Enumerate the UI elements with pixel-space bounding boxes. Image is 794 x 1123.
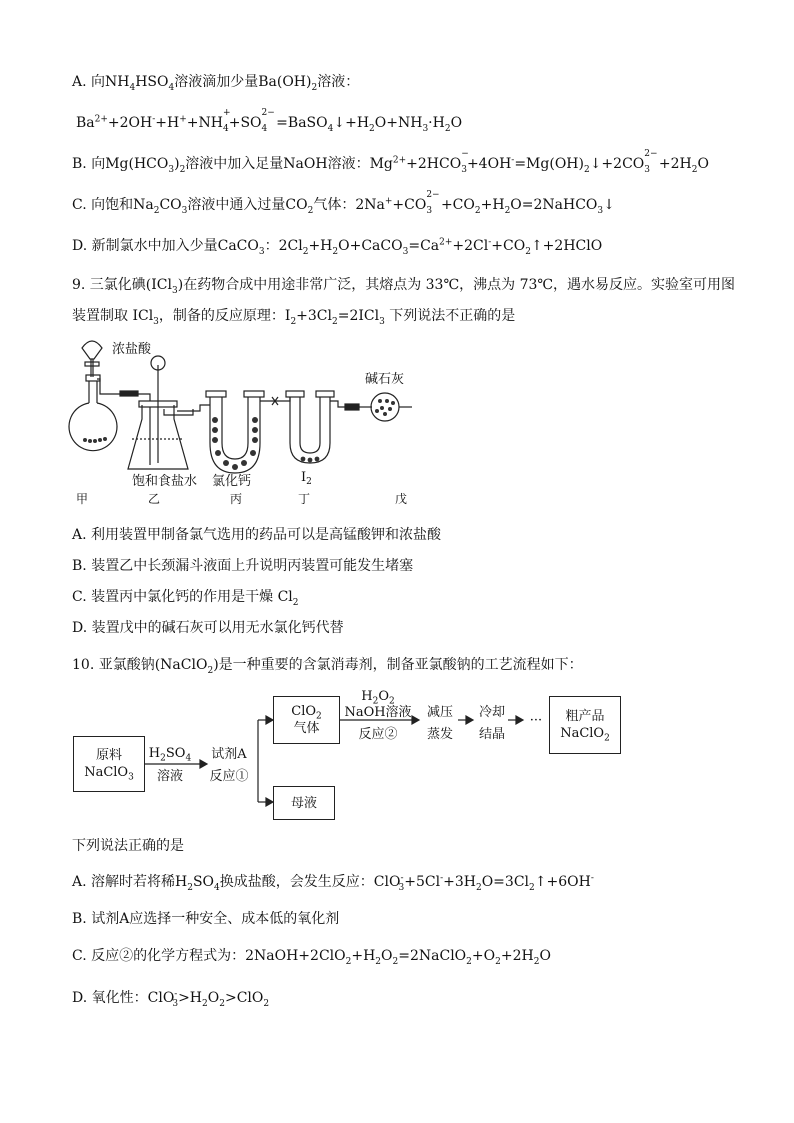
- q10-option-b: B. 试剂A应选择一种安全、成本低的氧化剂: [72, 911, 340, 927]
- q10-option-a: A. 溶解时若将稀$H_2SO_4$换成盐酸，会发生反应：$ClO^-_3+5Cl^-+3H_2O=3Cl_2↑+6OH^-$: [72, 873, 594, 893]
- q8-option-d: D. 新制氯水中加入少量CaCO$_3$：$2Cl_2+H_2O+CaCO_3=Ca^{2+}+2Cl^-+CO_2↑+2HClO$: [72, 237, 603, 257]
- q9-option-a: A. 利用装置甲制备氯气选用的药品可以是高锰酸钾和浓盐酸: [72, 527, 442, 543]
- q9-option-d: D. 装置戊中的碱石灰可以用无水氯化钙代替: [72, 620, 344, 636]
- crude-formula: NaClO$_2$: [560, 726, 610, 744]
- label-jia: 甲: [76, 492, 89, 506]
- reaction2-label: 反应②: [358, 727, 398, 742]
- label-cacl2: 氯化钙: [212, 474, 252, 489]
- q10-option-c: C. 反应②的化学方程式为：$2NaOH+2ClO_2+H_2O_2=2NaClO_2+O_2+2H_2O$: [72, 948, 551, 967]
- q10-prompt: 下列说法正确的是: [72, 838, 184, 854]
- label-wu: 戊: [395, 492, 408, 506]
- evaporate-label: 蒸发: [426, 727, 453, 742]
- box-raw-material: [73, 736, 145, 792]
- label-soda-lime: 碱石灰: [365, 372, 405, 387]
- q10-stem: 10. 亚氯酸钠(NaClO$_2$)是一种重要的含氯消毒剂，制备亚氯酸钠的工艺流程如下：: [72, 657, 583, 676]
- solution-label: 溶液: [156, 769, 183, 784]
- label-conc-hcl: 浓盐酸: [112, 342, 152, 357]
- label-yi: 乙: [148, 492, 161, 506]
- label-iodine: $I_2$: [301, 470, 312, 487]
- q9-stem-line2: 装置制取 ICl$_3$，制备的反应原理：$I_2+3Cl_2=2ICl_3$ 下列说法不正确的是: [72, 308, 516, 327]
- q8-option-b: B. 向$Mg(HCO_3)_2$溶液中加入足量NaOH溶液：$Mg^{2+}+2HCO$ $_{- 3}+4OH^-=Mg(OH)_2↓+2CO$ $_{2- 3} +2H_2O$: [72, 148, 709, 175]
- box-mother-liquor: 母液: [273, 786, 335, 820]
- q8-option-a-equation: $Ba^{2+}+2OH^-+H^++NH$ $_{+ 4}$+SO $_{2- 4} =BaSO_4↓+H_2O+NH_3\cdot H_2O$: [76, 107, 463, 134]
- raw-label: 原料: [95, 748, 122, 763]
- crystallize-label: 结晶: [478, 727, 505, 742]
- cool-label: 冷却: [478, 705, 505, 720]
- reduce-pressure-label: 减压: [426, 705, 453, 720]
- h2so4-label: $H_2SO_4$: [148, 746, 192, 764]
- ellipsis: ···: [529, 713, 543, 728]
- naoh-label: NaOH溶液: [344, 705, 412, 720]
- q9-stem-line1: 9. 三氯化碘(ICl$_3$)在药物合成中用途非常广泛，其熔点为 33℃，沸点为 73℃，遇水易反应。实验室可用图: [72, 277, 736, 296]
- crude-label: 粗产品: [565, 709, 605, 724]
- q9-option-c: C. 装置丙中氯化钙的作用是干燥 $Cl_2$: [72, 589, 299, 608]
- q10-option-d: D. 氧化性：$ClO^-_3>H_2O_2>ClO_2$: [72, 989, 270, 1009]
- h2o2-label: $H_2O_2$: [361, 689, 395, 707]
- reaction1-label: 反应①: [209, 769, 249, 784]
- clo2-formula: ClO$_2$: [291, 704, 322, 722]
- q9-option-b: B. 装置乙中长颈漏斗液面上升说明丙装置可能发生堵塞: [72, 558, 414, 574]
- gas-label: 气体: [293, 721, 320, 736]
- box-crude-product: [549, 696, 621, 754]
- q8-option-c: C. 向饱和$Na_2CO_3$溶液中通入过量$CO_2$气体：2Na++CO $_{2- 3} +CO_2+H_2O=2NaHCO_3↓$: [72, 189, 615, 216]
- label-ding: 丁: [298, 492, 311, 506]
- label-sat-brine: 饱和食盐水: [132, 474, 198, 489]
- reagent-a-label: 试剂A: [211, 747, 247, 762]
- label-bing: 丙: [230, 492, 243, 506]
- box-clo2-gas: [273, 696, 340, 744]
- raw-formula: NaClO$_3$: [84, 765, 134, 783]
- q8-option-a-label: A. 向$NH_4HSO_4$溶液滴加少量$Ba(OH)_2$溶液：: [72, 74, 360, 93]
